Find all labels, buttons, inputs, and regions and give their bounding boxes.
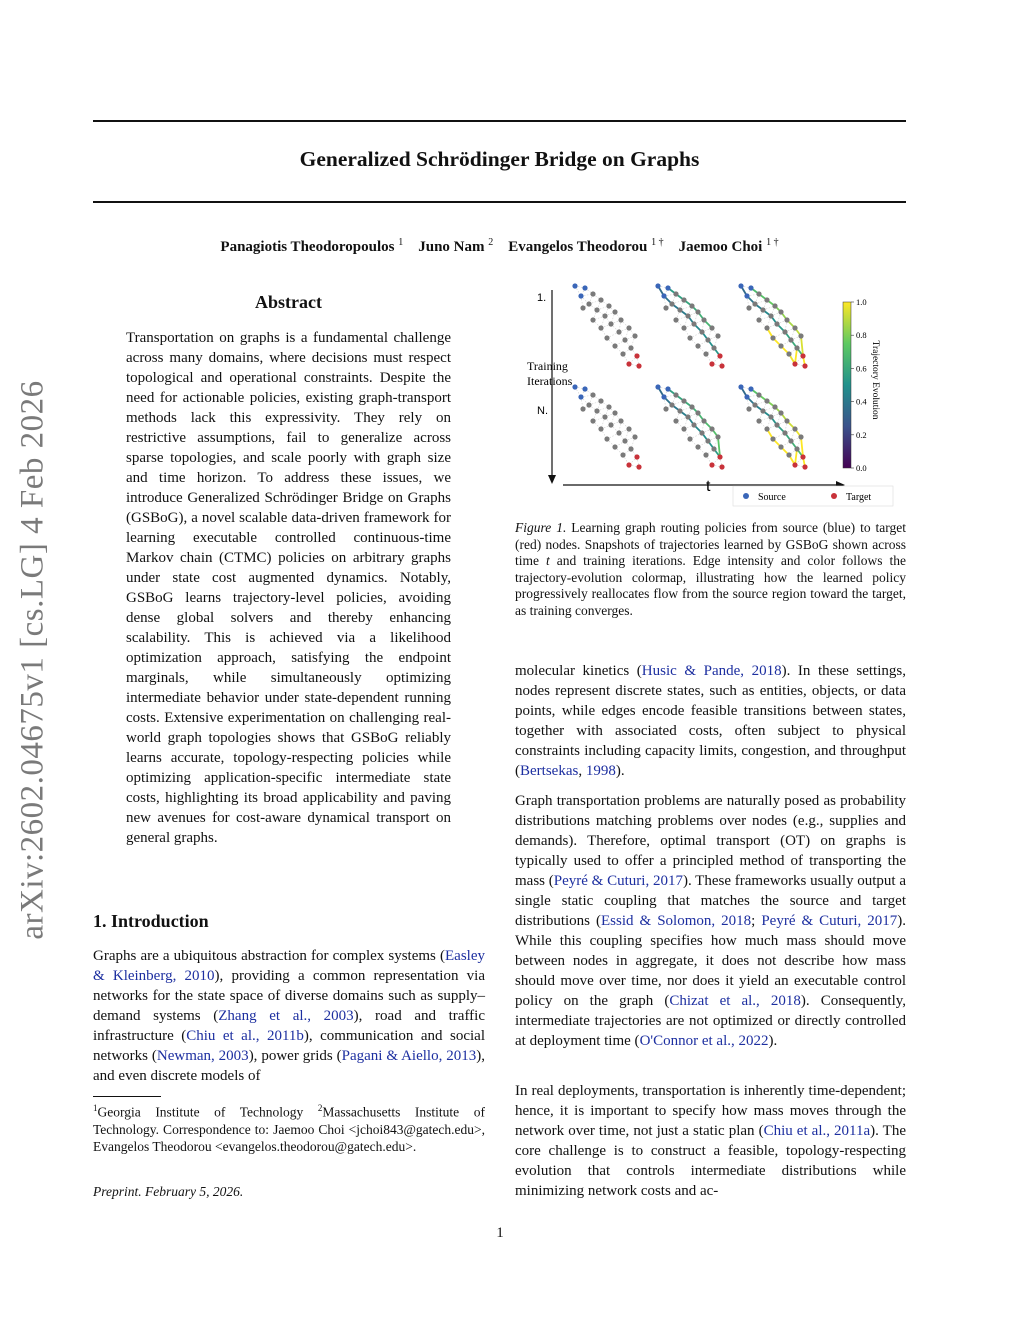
legend-source-marker bbox=[743, 493, 749, 499]
graph-node bbox=[792, 325, 797, 330]
target-node bbox=[719, 363, 724, 368]
body-paragraph: Graph transportation problems are naturally posed as probability distributions matching problems over nodes (e.g., supplies and demands). Therefore, optimal transport (OT) on graphs is typically used to offer a principled method of transporting the mass (Peyré & Cuturi, 2017). These frameworks usually output a single static coupling that matches the source and target distributions (Essid & Solomon, 2018; Peyré & Cuturi, 2017). While this coupling specifies how much mass should move between nodes in aggregate, it does not describe how mass should move over time, nor does it yield an executable control policy on the graph (Chizat et al., 2018). Consequently, intermediate trajectories are not optimized or directly controlled at deployment time (O'Connor et al., 2022). bbox=[515, 793, 907, 1049]
citation-link[interactable]: 1998 bbox=[585, 763, 616, 779]
colorbar-tick-label: 1.0 bbox=[856, 297, 867, 307]
graph-node bbox=[746, 406, 751, 411]
target-node bbox=[792, 361, 797, 366]
graph-node bbox=[788, 438, 793, 443]
graph-node bbox=[764, 398, 769, 403]
citation-link[interactable]: Newman, 2003 bbox=[156, 1048, 249, 1064]
affiliation-footnote: $^1$Georgia Institute of Technology $^2$Massachusetts Institute of Technology. Correspondence to: Jaemoo Choi <jchoi843@gatech.edu>, Evangelos Theodorou <evangelos.theodorou@gatech.edu>. bbox=[93, 1103, 485, 1154]
graph-node bbox=[673, 392, 678, 397]
graph-node bbox=[663, 305, 668, 310]
graph-node bbox=[598, 325, 603, 330]
graph-node bbox=[770, 335, 775, 340]
abstract-text: Transportation on graphs is a fundamental challenge across many domains, where decisions must respect topological and operational constraints. Despite the need for actionable policies, existing graph-transport methods lack this expressivity. They rely on restrictive assumptions, fail to generalize across sparse topologies, and scale poorly with graph size and time horizon. To address these issues, we introduce Generalized Schrödinger Bridge on Graphs (GSBoG), a novel scalable data-driven framework for learning executable controlled continuous-time Markov chain (CTMC) policies on arbitrary graphs under state cost augmented dynamics. Notably, GSBoG learns trajectory-level policies, avoiding dense global solvers and thereby enhancing scalability. This is achieved via a likelihood optimization approach, satisfying the endpoint marginals, while simultaneously optimizing intermediate behavior under state-dependent running costs. Extensive experimentation on challenging real-world graph topologies shows that GSBoG reliably learns accurate, topology-respecting policies while optimizing application-specific intermediate state costs, highlighting its broad applicability and paving new avenues for cost-aware dynamical transport on general graphs. bbox=[126, 330, 451, 846]
graph-node bbox=[709, 426, 714, 431]
graph-node bbox=[695, 343, 700, 348]
source-node bbox=[655, 283, 660, 288]
body-paragraph: molecular kinetics (Husic & Pande, 2018). In these settings, nodes represent discrete states, such as entities, objects, or data points, while edges encode feasible transitions between states, together with associated costs, often subject to physical constraints including capacity limits, congestion, and throughput (Bertsekas, 1998). bbox=[515, 663, 906, 779]
citation-link[interactable]: Husic & Pande, 2018 bbox=[641, 663, 782, 679]
graph-node bbox=[691, 321, 696, 326]
colorbar-ticks bbox=[851, 297, 867, 473]
target-node bbox=[626, 361, 631, 366]
target-node bbox=[792, 462, 797, 467]
row-label-iterations: Iterations bbox=[527, 374, 573, 388]
graph-node bbox=[778, 343, 783, 348]
graph-node bbox=[598, 398, 603, 403]
colorbar bbox=[843, 302, 851, 468]
graph-snapshot-panel bbox=[738, 283, 807, 368]
graph-node bbox=[663, 406, 668, 411]
graph-node bbox=[756, 291, 761, 296]
graph-node bbox=[594, 307, 599, 312]
graph-node bbox=[782, 329, 787, 334]
author-name: Evangelos Theodorou bbox=[508, 239, 648, 255]
arxiv-sidebar-id: arXiv:2602.04675v1 [cs.LG] 4 Feb 2026 bbox=[14, 380, 51, 940]
source-node bbox=[578, 293, 583, 298]
source-node bbox=[738, 384, 743, 389]
graph-snapshot-panel bbox=[572, 283, 641, 368]
source-node bbox=[578, 394, 583, 399]
graph-node bbox=[612, 444, 617, 449]
author-affiliation: 1 † bbox=[766, 237, 779, 248]
graph-node bbox=[778, 444, 783, 449]
graph-node bbox=[677, 408, 682, 413]
graph-node bbox=[705, 337, 710, 342]
graph-node bbox=[580, 305, 585, 310]
graph-node bbox=[612, 410, 617, 415]
graph-node bbox=[586, 402, 591, 407]
graph-node bbox=[620, 351, 625, 356]
graph-node bbox=[772, 404, 777, 409]
graph-node bbox=[618, 418, 623, 423]
graph-node bbox=[788, 337, 793, 342]
graph-node bbox=[794, 446, 799, 451]
source-node bbox=[582, 285, 587, 290]
graph-node bbox=[752, 301, 757, 306]
graph-node bbox=[616, 430, 621, 435]
graph-node bbox=[774, 422, 779, 427]
graph-node bbox=[590, 317, 595, 322]
target-node bbox=[636, 464, 641, 469]
title-rule-bottom bbox=[93, 201, 906, 203]
paper-title: Generalized Schrödinger Bridge on Graphs bbox=[299, 147, 700, 171]
author-affiliation: 1 bbox=[398, 237, 404, 248]
graph-node bbox=[612, 309, 617, 314]
graph-node bbox=[798, 333, 803, 338]
graph-node bbox=[590, 392, 595, 397]
graph-node bbox=[711, 446, 716, 451]
target-node bbox=[634, 454, 639, 459]
citation-link[interactable]: O'Connor et al., 2022 bbox=[639, 1033, 769, 1049]
citation-link[interactable]: Zhang et al., 2003 bbox=[218, 1008, 354, 1024]
graph-node bbox=[669, 301, 674, 306]
graph-node bbox=[756, 392, 761, 397]
graph-snapshot-panel bbox=[572, 384, 641, 469]
graph-node bbox=[628, 446, 633, 451]
author-affiliation: 2 bbox=[488, 237, 494, 248]
graph-node bbox=[608, 321, 613, 326]
graph-node bbox=[606, 303, 611, 308]
graph-node bbox=[626, 426, 631, 431]
graph-node bbox=[612, 343, 617, 348]
legend-target-label: Target bbox=[846, 492, 872, 503]
target-node bbox=[709, 361, 714, 366]
graph-node bbox=[764, 426, 769, 431]
target-node bbox=[802, 363, 807, 368]
graph-node bbox=[705, 438, 710, 443]
graph-node bbox=[701, 317, 706, 322]
graph-node bbox=[673, 291, 678, 296]
graph-node bbox=[620, 452, 625, 457]
graph-node bbox=[703, 351, 708, 356]
graph-node bbox=[590, 291, 595, 296]
graph-node bbox=[792, 426, 797, 431]
graph-node bbox=[774, 321, 779, 326]
source-node bbox=[665, 285, 670, 290]
graph-node bbox=[586, 301, 591, 306]
graph-node bbox=[695, 410, 700, 415]
colorbar-tick-label: 0.2 bbox=[856, 429, 867, 440]
author-name: Jaemoo Choi bbox=[678, 239, 763, 255]
graph-node bbox=[602, 414, 607, 419]
source-node bbox=[572, 283, 577, 288]
graph-node bbox=[677, 307, 682, 312]
graph-node bbox=[598, 297, 603, 302]
graph-node bbox=[786, 351, 791, 356]
graph-node bbox=[673, 418, 678, 423]
graph-node bbox=[681, 426, 686, 431]
colorbar-tick-label: 0.4 bbox=[856, 396, 867, 407]
graph-node bbox=[687, 335, 692, 340]
row-label-training: Training bbox=[527, 359, 568, 373]
preprint-note: Preprint. February 5, 2026. bbox=[93, 1184, 244, 1199]
target-node bbox=[626, 462, 631, 467]
graph-node bbox=[752, 402, 757, 407]
figure-1-caption: Figure 1. Learning graph routing policies from source (blue) to target (red) nodes. Snapshots of trajectories learned by GSBoG shown across time t and training iterations. Edge intensity and color follows the trajectory-evolution colormap, illustrating how the learned policy progressively reallocates flow from the source region toward the target, as training converges. bbox=[515, 520, 906, 618]
iterations-arrowhead bbox=[548, 475, 556, 484]
graph-node bbox=[778, 410, 783, 415]
graph-node bbox=[756, 418, 761, 423]
graph-node bbox=[798, 434, 803, 439]
author-list bbox=[93, 237, 906, 256]
abstract-heading: Abstract bbox=[255, 292, 322, 312]
graph-node bbox=[604, 335, 609, 340]
target-node bbox=[802, 464, 807, 469]
colorbar-tick-label: 0.8 bbox=[856, 330, 867, 341]
row-label-last: N. bbox=[537, 405, 548, 417]
citation-link[interactable]: Essid & Solomon, 2018 bbox=[601, 913, 752, 929]
graph-node bbox=[673, 317, 678, 322]
source-node bbox=[665, 386, 670, 391]
graph-node bbox=[628, 345, 633, 350]
source-node bbox=[748, 285, 753, 290]
target-node bbox=[800, 353, 805, 358]
source-node bbox=[661, 394, 666, 399]
footnote-rule bbox=[93, 1096, 161, 1097]
citation-link[interactable]: Peyré & Cuturi, 2017 bbox=[761, 913, 898, 929]
row-label-first: 1. bbox=[537, 292, 547, 304]
colorbar-tick-label: 0.0 bbox=[856, 463, 867, 473]
graph-node bbox=[701, 418, 706, 423]
target-node bbox=[636, 363, 641, 368]
source-node bbox=[572, 384, 577, 389]
target-node bbox=[709, 462, 714, 467]
graph-node bbox=[764, 325, 769, 330]
graph-node bbox=[681, 297, 686, 302]
colorbar-title: Trajectory Evolution bbox=[870, 340, 880, 420]
graph-snapshot-panel bbox=[655, 283, 724, 368]
author-name: Juno Nam bbox=[418, 239, 485, 255]
citation-link[interactable]: Bertsekas bbox=[520, 763, 579, 779]
source-node bbox=[661, 293, 666, 298]
target-node bbox=[717, 454, 722, 459]
graph-node bbox=[685, 414, 690, 419]
page-number: 1 bbox=[496, 1225, 504, 1241]
source-node bbox=[738, 283, 743, 288]
graph-node bbox=[598, 426, 603, 431]
target-node bbox=[717, 353, 722, 358]
graph-node bbox=[604, 436, 609, 441]
citation-link[interactable]: Peyré & Cuturi, 2017 bbox=[553, 873, 683, 889]
graph-node bbox=[794, 345, 799, 350]
target-node bbox=[719, 464, 724, 469]
graph-node bbox=[778, 309, 783, 314]
legend-target-marker bbox=[831, 493, 837, 499]
graph-node bbox=[699, 329, 704, 334]
graph-node bbox=[580, 406, 585, 411]
graph-node bbox=[606, 404, 611, 409]
citation-link[interactable]: Easley & Kleinberg, 2010 bbox=[93, 948, 485, 984]
graph-node bbox=[687, 436, 692, 441]
citation-link[interactable]: Chizat et al., 2018 bbox=[669, 993, 801, 1009]
graph-node bbox=[594, 408, 599, 413]
graph-node bbox=[681, 325, 686, 330]
graph-node bbox=[711, 345, 716, 350]
graph-node bbox=[669, 402, 674, 407]
graph-node bbox=[784, 418, 789, 423]
graph-node bbox=[703, 452, 708, 457]
citation-link[interactable]: Pagani & Aiello, 2013 bbox=[341, 1048, 477, 1064]
graph-node bbox=[784, 317, 789, 322]
graph-node bbox=[689, 404, 694, 409]
target-node bbox=[800, 454, 805, 459]
author-name: Panagiotis Theodoropoulos bbox=[220, 239, 395, 255]
graph-node bbox=[715, 333, 720, 338]
graph-node bbox=[768, 414, 773, 419]
graph-node bbox=[786, 452, 791, 457]
graph-node bbox=[699, 430, 704, 435]
citation-link[interactable]: Chiu et al., 2011a bbox=[763, 1123, 871, 1139]
citation-link[interactable]: Chiu et al., 2011b bbox=[186, 1028, 304, 1044]
graph-node bbox=[622, 438, 627, 443]
source-node bbox=[582, 386, 587, 391]
introduction-paragraph: Graphs are a ubiquitous abstraction for complex systems (Easley & Kleinberg, 2010), providing a common representation via networks for the state space of diverse domains such as supply–demand systems (Zhang et al., 2003), road and traffic infrastructure (Chiu et al., 2011b), communication and social networks (Newman, 2003), power grids (Pagani & Aiello, 2013), and even discrete models of bbox=[93, 948, 485, 1084]
graph-node bbox=[772, 303, 777, 308]
graph-node bbox=[622, 337, 627, 342]
figure-1-graph-snapshots bbox=[515, 280, 905, 512]
graph-node bbox=[695, 444, 700, 449]
time-axis-label: t bbox=[706, 478, 711, 495]
legend-source-label: Source bbox=[758, 492, 786, 503]
target-node bbox=[634, 353, 639, 358]
graph-node bbox=[590, 418, 595, 423]
graph-snapshot-panel bbox=[738, 384, 807, 469]
introduction-heading: 1. Introduction bbox=[93, 911, 209, 931]
graph-node bbox=[616, 329, 621, 334]
source-node bbox=[748, 386, 753, 391]
graph-node bbox=[709, 325, 714, 330]
source-node bbox=[744, 394, 749, 399]
graph-node bbox=[695, 309, 700, 314]
graph-node bbox=[715, 434, 720, 439]
title-rule-top bbox=[93, 120, 906, 122]
graph-node bbox=[746, 305, 751, 310]
graph-node bbox=[618, 317, 623, 322]
colorbar-tick-label: 0.6 bbox=[856, 363, 867, 374]
author-affiliation: 1 † bbox=[651, 237, 664, 248]
graph-node bbox=[632, 434, 637, 439]
graph-node bbox=[760, 408, 765, 413]
graph-snapshot-panel bbox=[655, 384, 724, 469]
graph-node bbox=[608, 422, 613, 427]
graph-node bbox=[756, 317, 761, 322]
graph-node bbox=[691, 422, 696, 427]
graph-panels bbox=[572, 283, 807, 469]
graph-node bbox=[685, 313, 690, 318]
source-node bbox=[655, 384, 660, 389]
graph-node bbox=[760, 307, 765, 312]
graph-node bbox=[770, 436, 775, 441]
source-node bbox=[744, 293, 749, 298]
body-paragraph: In real deployments, transportation is inherently time-dependent; hence, it is important to specify how mass moves through the network over time, not just a static plan (Chiu et al., 2011a). The core challenge is to construct a feasible, topology-respecting evolution that controls intermediate distributions while minimizing network costs and ac- bbox=[515, 1083, 906, 1199]
graph-node bbox=[689, 303, 694, 308]
graph-node bbox=[681, 398, 686, 403]
graph-node bbox=[632, 333, 637, 338]
graph-node bbox=[602, 313, 607, 318]
graph-node bbox=[764, 297, 769, 302]
graph-node bbox=[782, 430, 787, 435]
graph-node bbox=[768, 313, 773, 318]
graph-node bbox=[626, 325, 631, 330]
